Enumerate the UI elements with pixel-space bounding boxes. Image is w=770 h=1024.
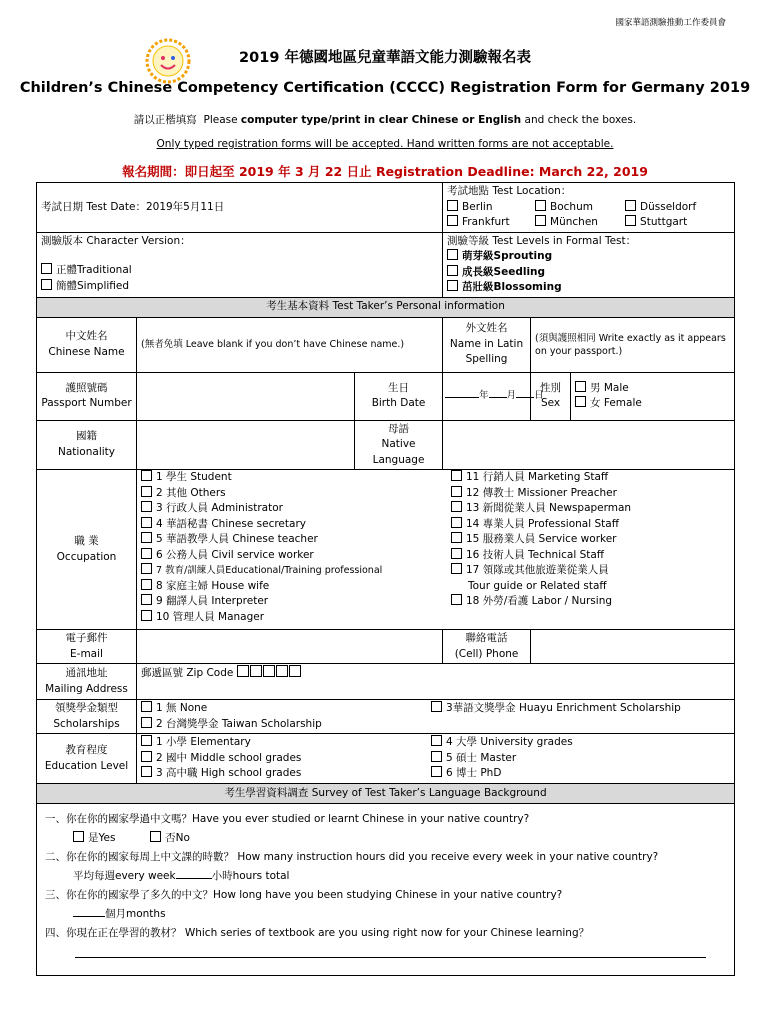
education-option[interactable]: 5 碩士 Master (431, 751, 730, 767)
title-chinese: 2019 年德國地區兒童華語文能力測驗報名表 (239, 50, 531, 66)
form-table (36, 182, 735, 976)
occupation-option[interactable]: 12 傳教士 Missioner Preacher (451, 486, 730, 502)
occupation-option[interactable]: 10 管理人員 Manager (141, 610, 451, 626)
survey-q3: 三、你在你的國家學了多久的中文？How long have you been studying Chinese in your native country? (45, 889, 563, 901)
native-language-field[interactable] (443, 420, 735, 470)
scholarship-huayu[interactable]: 3華語文獎學金 Huayu Enrichment Scholarship (431, 701, 730, 717)
location-bochum[interactable]: Bochum (535, 200, 625, 216)
version-traditional[interactable]: 正體Traditional (41, 263, 438, 279)
occupation-option[interactable]: 9 翻譯人員 Interpreter (141, 594, 451, 610)
section-personal-info: 考生基本資料 Test Taker’s Personal information (37, 297, 735, 317)
organization-name: 國家華語測驗推動工作委員會 (615, 18, 726, 28)
education-label: 教育程度 Education Level (37, 734, 137, 784)
native-language-label: 母語 Native Language (355, 420, 443, 470)
occupation-option[interactable]: 16 技術人員 Technical Staff (451, 548, 730, 564)
survey-q2: 二、你在你的國家每周上中文課的時數？ How many instruction hours did you receive every week in your native country? (45, 851, 659, 863)
version-simplified[interactable]: 簡體Simplified (41, 279, 438, 295)
survey-body (37, 804, 735, 976)
q1-no[interactable]: 否No (150, 832, 190, 844)
q3-answer[interactable]: 個月months (45, 905, 730, 924)
test-levels-cell: 測驗等級 Test Levels in Formal Test： 萌芽級Sprouting 成長級Seedling 茁壯級Blossoming (443, 232, 735, 297)
section-survey: 考生學習資料調查 Survey of Test Taker’s Language Background (37, 784, 735, 804)
occupation-option-continued: Tour guide or Related staff (468, 579, 607, 592)
typed-only-note: Only typed registration forms will be accepted. Hand written forms are not acceptable. (156, 138, 614, 150)
q4-answer-line[interactable] (75, 949, 706, 958)
address-label: 通訊地址 Mailing Address (37, 664, 137, 700)
scholarship-none[interactable]: 1 無 None (141, 701, 431, 717)
phone-field[interactable] (531, 630, 735, 664)
sex-female[interactable]: 女 Female (575, 396, 730, 412)
sex-male[interactable]: 男 Male (575, 381, 730, 397)
occupation-option[interactable]: 17 領隊或其他旅遊業從業人員 (451, 563, 730, 579)
education-option[interactable]: 2 國中 Middle school grades (141, 751, 431, 767)
nationality-label: 國籍 Nationality (37, 420, 137, 470)
occupation-label: 職 業 Occupation (37, 470, 137, 630)
instruction: 請以正楷填寫 Please computer type/print in clear Chinese or English and check the boxes. (133, 114, 637, 126)
education-option[interactable]: 3 高中職 High school grades (141, 766, 431, 782)
passport-label: 護照號碼 Passport Number (37, 372, 137, 420)
scholarship-options (137, 700, 735, 734)
birth-date-field[interactable]: 年 月 日 (443, 372, 531, 420)
email-label: 電子郵件 E-mail (37, 630, 137, 664)
occupation-option[interactable]: 3 行政人員 Administrator (141, 501, 451, 517)
level-sprouting[interactable]: 萌芽級Sprouting (447, 249, 730, 265)
occupation-option[interactable]: 15 服務業人員 Service worker (451, 532, 730, 548)
chinese-name-label: 中文姓名 Chinese Name (37, 317, 137, 372)
latin-name-label: 外文姓名 Name in Latin Spelling (443, 317, 531, 372)
occupation-option[interactable]: 1 學生 Student (141, 470, 451, 486)
email-field[interactable] (137, 630, 443, 664)
location-dusseldorf[interactable]: Düsseldorf (625, 200, 715, 216)
survey-q4: 四、你現在正在學習的教材？ Which series of textbook are you using right now for your Chinese learning？ (45, 927, 590, 939)
occupation-option[interactable]: 14 專業人員 Professional Staff (451, 517, 730, 533)
registration-deadline: 報名期間：即日起至 2019 年 3 月 22 日止 Registration Deadline: March 22, 2019 (122, 164, 648, 179)
sex-label: 性別 Sex (531, 372, 571, 420)
education-option[interactable]: 1 小學 Elementary (141, 735, 431, 751)
test-date-value: 2019年5月11日 (145, 200, 225, 213)
latin-name-field[interactable]: (須與護照相同 Write exactly as it appears on your passport.) (531, 317, 735, 372)
occupation-options (137, 470, 735, 630)
q2-answer[interactable]: 平均每週every week 小時hours total (73, 870, 290, 882)
education-option[interactable]: 6 博士 PhD (431, 766, 730, 782)
level-blossoming[interactable]: 茁壯級Blossoming (447, 280, 730, 296)
occupation-option[interactable]: 4 華語秘書 Chinese secretary (141, 517, 451, 533)
location-stuttgart[interactable]: Stuttgart (625, 215, 715, 231)
zip-code-boxes[interactable] (237, 667, 302, 679)
title-english: Children’s Chinese Competency Certification (CCCC) Registration Form for Germany 2019 (19, 80, 751, 96)
level-seedling[interactable]: 成長級Seedling (447, 265, 730, 281)
test-date-cell: 考試日期 Test Date：2019年5月11日 (37, 183, 443, 233)
passport-field[interactable] (137, 372, 355, 420)
education-option[interactable]: 4 大學 University grades (431, 735, 730, 751)
test-location-cell: 考試地點 Test Location： Berlin Bochum Düsseldorf Frankfurt München Stuttgart (443, 183, 735, 233)
birth-date-label: 生日 Birth Date (355, 372, 443, 420)
location-frankfurt[interactable]: Frankfurt (447, 215, 535, 231)
occupation-option[interactable]: 13 新聞從業人員 Newspaperman (451, 501, 730, 517)
location-berlin[interactable]: Berlin (447, 200, 535, 216)
survey-q1: 一、你在你的國家學過中文嗎？Have you ever studied or learnt Chinese in your native country? (45, 813, 530, 825)
scholarship-label: 領獎學金類型 Scholarships (37, 700, 137, 734)
scholarship-taiwan[interactable]: 2 台灣獎學金 Taiwan Scholarship (141, 717, 431, 733)
occupation-option[interactable]: 6 公務人員 Civil service worker (141, 548, 451, 564)
location-munchen[interactable]: München (535, 215, 625, 231)
occupation-option[interactable]: 2 其他 Others (141, 486, 451, 502)
phone-label: 聯絡電話 (Cell) Phone (443, 630, 531, 664)
occupation-option[interactable]: 8 家庭主婦 House wife (141, 579, 451, 595)
address-field[interactable]: 郵遞區號 Zip Code (137, 664, 735, 700)
occupation-option[interactable]: 11 行銷人員 Marketing Staff (451, 470, 730, 486)
education-options (137, 734, 735, 784)
character-version-cell: 測驗版本 Character Version： 正體Traditional 簡體Simplified (37, 232, 443, 297)
nationality-field[interactable] (137, 420, 355, 470)
chinese-name-field[interactable]: (無者免填 Leave blank if you don’t have Chinese name.) (137, 317, 443, 372)
occupation-option[interactable]: 5 華語教學人員 Chinese teacher (141, 532, 451, 548)
q1-yes[interactable]: 是Yes (73, 832, 115, 844)
sex-options (571, 372, 735, 420)
occupation-option[interactable]: 18 外勞/看護 Labor / Nursing (451, 594, 730, 610)
occupation-option[interactable]: 7 教育/訓練人員Educational/Training professional (141, 563, 451, 579)
